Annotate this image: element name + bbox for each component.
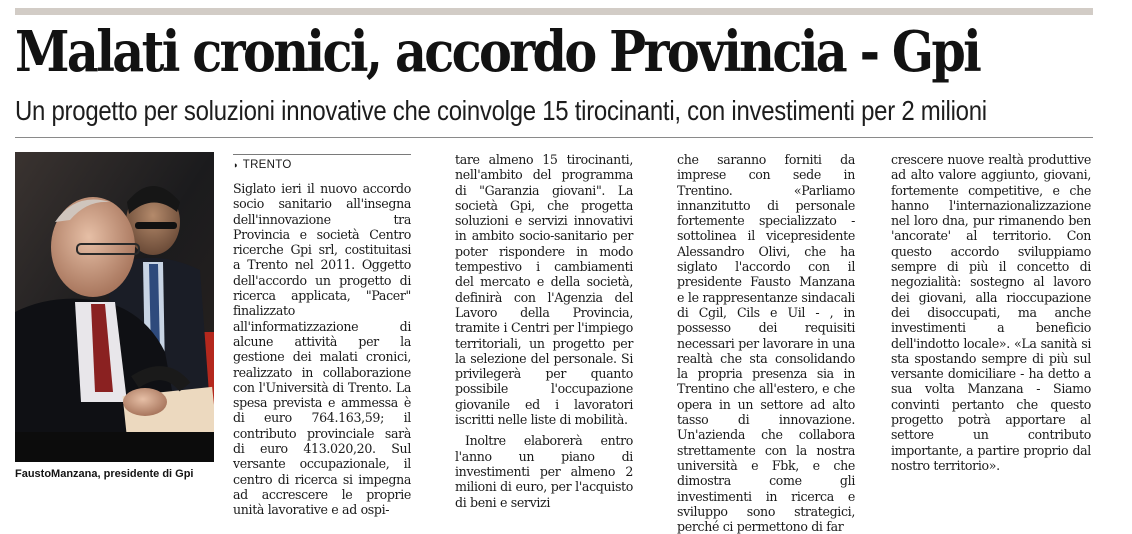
photo-illustration xyxy=(15,152,214,462)
caption-name: FaustoManzana xyxy=(15,468,98,480)
article-column-3 xyxy=(677,152,855,534)
article-photo xyxy=(15,152,214,462)
column-2-paragraph-2: Inoltre elaborerà entro l'anno un piano di investimenti per almeno 2 milioni di euro, per l'acquisto di beni e servizi xyxy=(455,433,633,510)
photo-caption xyxy=(15,466,230,482)
caption-role: , presidente di Gpi xyxy=(97,468,194,480)
article-column-4 xyxy=(891,152,1091,473)
header-divider xyxy=(15,137,1093,138)
column-4-paragraph-1: crescere nuove realtà produttive ad alto valore aggiunto, giovani, fortemente competitive, e che hanno l'internazionalizzazione nel loro dna, pur rimanendo ben 'ancorate' al territorio. Con questo accordo sviluppiamo sempre di più il concetto di negozialità: sostegno al lavoro dei giovani, alla rioccupazione dei disoccupati, ma anche investimenti a beneficio dell'indotto locale». «La sanità si sta spostando sempre di più sul versante domiciliare - ha detto a sua volta Manzana - Siamo convinti pertanto che questo progetto potrà apportare al settore un contributo importante, a partire proprio dal nostro territorio». xyxy=(891,152,1091,473)
dateline xyxy=(233,154,411,173)
column-1-paragraph-1: Siglato ieri il nuovo accordo socio sanitario all'insegna dell'innovazione tra Provincia e società Centro ricerche Gpi srl, costituitasi a Trento nel 2011. Oggetto dell'accordo un progetto di ricerca applicata, "Pacer" finalizzato all'informatizzazione di alcune attività per la gestione dei malati cronici, realizzato in collaborazione con l'Università di Trento. La spesa prevista e ammessa è di euro 764.163,59; il contributo provinciale sarà di euro 413.020,20. Sul versante occupazionale, il centro di ricerca si impegna ad accrescere le proprie unità lavorative e ad ospi- xyxy=(233,181,411,518)
article-column-1 xyxy=(233,154,411,518)
column-2-paragraph-1: tare almeno 15 tirocinanti, nell'ambito del programma di "Garanzia giovani". La società Gpi, che progetta soluzioni e servizi innovativi in ambito socio-sanitario per poter rispondere in modo tempestivo i cambiamenti del mercato e della società, definirà con l'Agenzia del Lavoro della Provincia, tramite i Centri per l'impiego territoriali, un progetto per la selezione del personale. Si privilegerà per quanto possibile l'occupazione giovanile ed i lavoratori iscritti nelle liste di mobilità. xyxy=(455,152,633,428)
headline: Malati cronici, accordo Provincia - Gpi xyxy=(15,19,980,85)
subheadline: Un progetto per soluzioni innovative che coinvolge 15 tirocinanti, con investimenti per 2 milioni xyxy=(15,95,987,126)
dateline-triangle-icon: ◗ xyxy=(233,160,239,170)
article-column-2 xyxy=(455,152,633,510)
column-3-paragraph-1: che saranno forniti da imprese con sede in Trentino. «Parliamo innanzitutto di personale fortemente specializzato - sottolinea il vicepresidente Alessandro Olivi, che ha siglato l'accordo con il presidente Fausto Manzana e le rappresentanze sindacali di Cgil, Cils e Uil - , in possesso dei requisiti necessari per lavorare in una realtà che sta consolidando la propria presenza sia in Trentino che all'estero, e che opera in un settore ad alto tasso di innovazione. Un'azienda che collabora strettamente con la nostra università e Fbk, e che dimostra come gli investimenti in ricerca e sviluppo sono strategici, perché ci permettono di far xyxy=(677,152,855,534)
dateline-text: TRENTO xyxy=(242,159,292,171)
